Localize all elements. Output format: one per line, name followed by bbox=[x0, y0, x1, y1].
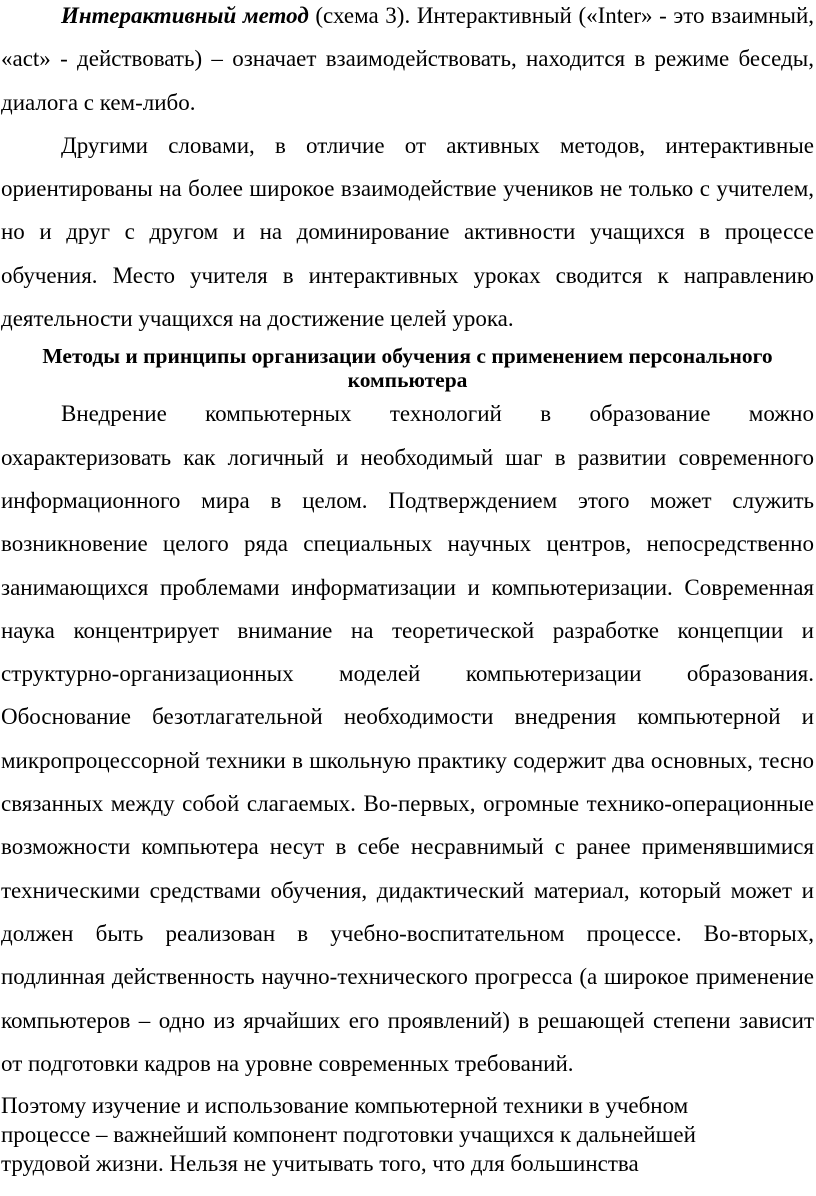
paragraph-therefore: Поэтому изучение и использование компьютерной техники в учебном процессе – важнейший компонент подготовки учащихся к дальнейшей трудовой жизни. Нельзя не учитывать того, что для большинства bbox=[1, 1093, 696, 1177]
section-heading: Методы и принципы организации обучения с применением персонального компьютера bbox=[42, 344, 773, 393]
paragraph-computer-technologies: Внедрение компьютерных технологий в образование можно охарактеризовать как логичный и необходимый шаг в развитии современного информационного мира в целом. Подтверждением этого может служить возникновение целого ряда специальных научных центров, непосредственно занимающихся проблемами информатизации и компьютеризации. Современная наука концентрирует внимание на теоретической разработке концепции и структурно-организационных моделей компьютеризации образования. Обоснование безотлагательной необходимости внедрения компьютерной и микропроцессорной техники в школьную практику содержит два основных, тесно связанных между собой слагаемых. Во-первых, огромные технико-операционные возможности компьютера несут в себе несравнимый с ранее применявшимися техническими средствами обучения, дидактический материал, который может и должен быть реализован в учебно-воспитательном процессе. Во-вторых, подлинная действенность научно-технического прогресса (а широкое применение компьютеров – одно из ярчайших его проявлений) в решающей степени зависит от подготовки кадров на уровне современных требований. bbox=[1, 401, 814, 1076]
paragraph-interactive-method bbox=[1, 0, 814, 124]
paragraph-interactive-method-text: (схема 3). Интерактивный («Inter» - это взаимный, «act» - действовать) – означает взаимодействовать, находится в режиме беседы, диалога с кем-либо. bbox=[1, 3, 815, 115]
term-interactive-method: Интерактивный метод bbox=[61, 3, 309, 28]
paragraph-other-words: Другими словами, в отличие от активных методов, интерактивные ориентированы на более широкое взаимодействие учеников не только с учителем, но и друг с другом и на доминирование активности учащихся в процессе обучения. Место учителя в интерактивных уроках сводится к направлению деятельности учащихся на достижение целей урока. bbox=[1, 132, 814, 332]
